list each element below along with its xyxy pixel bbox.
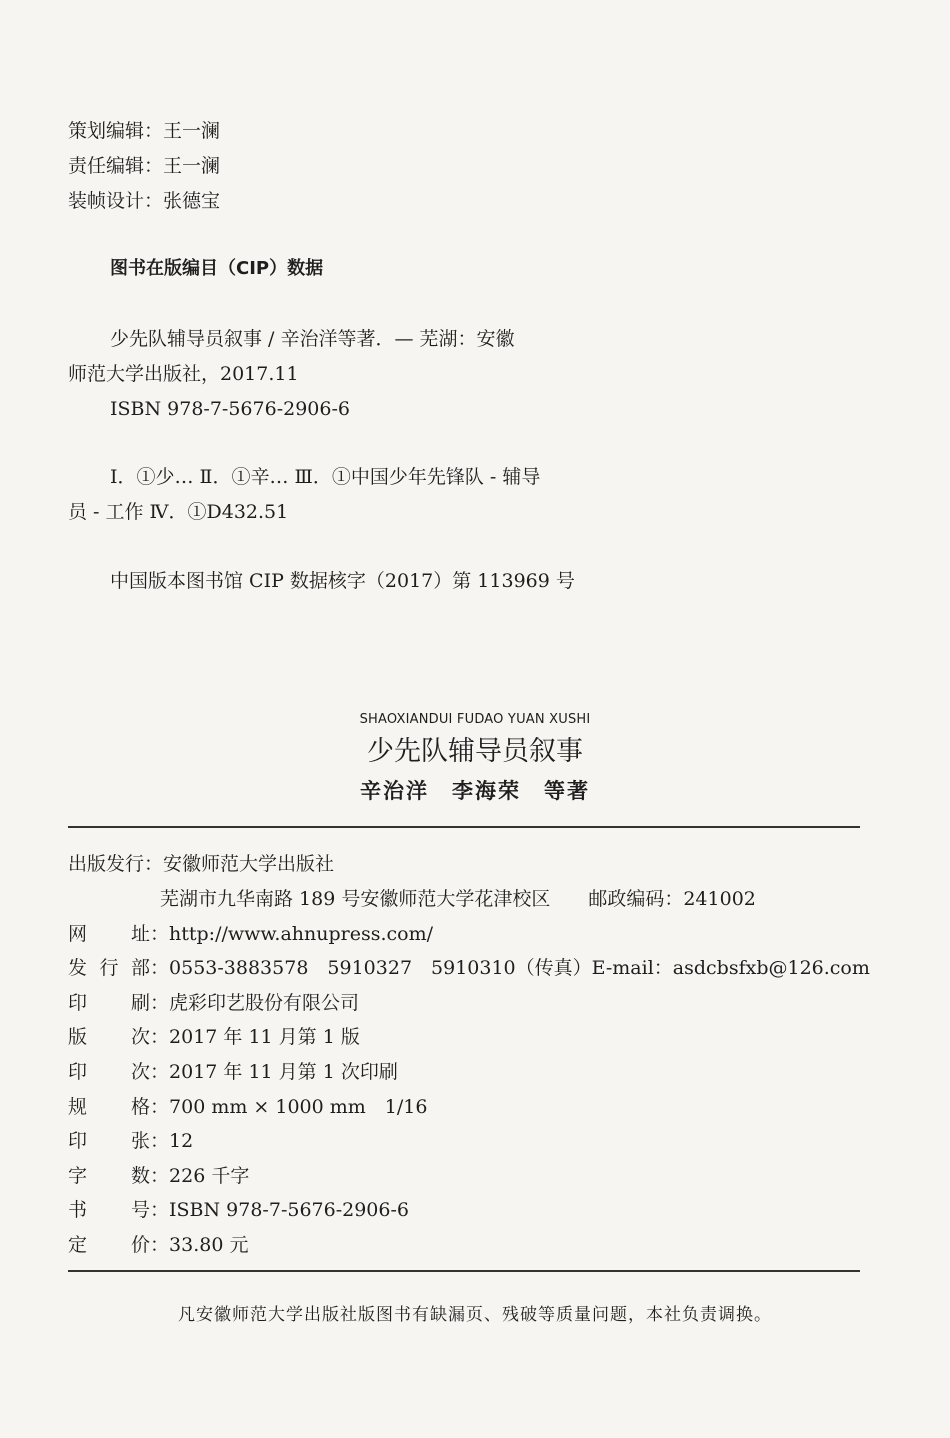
spec-label: 字数 — [68, 1165, 150, 1187]
quality-notice: 凡安徽师范大学出版社版图书有缺漏页、残破等质量问题，本社负责调换。 — [178, 1305, 772, 1325]
spec-value: ISBN 978-7-5676-2906-6 — [169, 1199, 409, 1221]
cip-isbn: ISBN 978-7-5676-2906-6 — [110, 398, 350, 420]
book-title-pinyin: SHAOXIANDUI FUDAO YUAN XUSHI — [359, 712, 591, 727]
spec-value: 33.80 元 — [169, 1234, 249, 1256]
top-divider — [68, 826, 860, 828]
spec-label: 版次 — [68, 1026, 150, 1048]
cip-classification-line-2: 员 - 工作 Ⅳ．①D432.51 — [68, 501, 289, 523]
publisher-label: 出版发行： — [68, 853, 164, 875]
spec-row-book-number: 书号：ISBN 978-7-5676-2906-6 — [68, 1199, 409, 1221]
spec-value: 700 mm × 1000 mm 1/16 — [169, 1096, 428, 1118]
book-title: 少先队辅导员叙事 — [367, 736, 583, 767]
spec-value: 2017 年 11 月第 1 版 — [169, 1026, 360, 1048]
cip-record-number: 中国版本图书馆 CIP 数据核字（2017）第 113969 号 — [110, 570, 575, 592]
spec-row-printer: 印刷：虎彩印艺股份有限公司 — [68, 992, 360, 1014]
spec-value: http://www.ahnupress.com/ — [169, 923, 434, 945]
credit-responsible-editor: 责任编辑：王一澜 — [68, 155, 221, 177]
spec-row-format: 规格：700 mm × 1000 mm 1/16 — [68, 1096, 428, 1118]
spec-row-edition: 版次：2017 年 11 月第 1 版 — [68, 1026, 360, 1048]
spec-row-word-count: 字数：226 千字 — [68, 1165, 250, 1187]
spec-value: 0553-3883578 5910327 5910310（传真）E-mail：asdcbsfxb@126.com — [169, 957, 870, 979]
book-authors: 辛治洋 李海荣 等著 — [360, 778, 590, 803]
spec-value: 226 千字 — [169, 1165, 250, 1187]
spec-label: 印次 — [68, 1061, 150, 1083]
credit-planning-editor: 策划编辑：王一澜 — [68, 120, 221, 142]
cip-classification-line-1: Ⅰ．①少… Ⅱ．①辛… Ⅲ．①中国少年先锋队 - 辅导 — [110, 466, 541, 488]
cip-entry-line-1: 少先队辅导员叙事 / 辛治洋等著．— 芜湖：安徽 — [110, 328, 515, 350]
spec-value: 2017 年 11 月第 1 次印刷 — [169, 1061, 398, 1083]
publisher-row — [68, 851, 334, 877]
spec-label: 规格 — [68, 1096, 150, 1118]
bottom-divider — [68, 1270, 860, 1272]
cip-heading: 图书在版编目（CIP）数据 — [110, 258, 324, 279]
spec-row-printing: 印次：2017 年 11 月第 1 次印刷 — [68, 1061, 398, 1083]
spec-value: 虎彩印艺股份有限公司 — [169, 992, 360, 1014]
spec-label: 定价 — [68, 1234, 150, 1256]
spec-row-sheets: 印张：12 — [68, 1130, 194, 1152]
spec-row-distribution: 发行部：0553-3883578 5910327 5910310（传真）E-mail：asdcbsfxb@126.com — [68, 957, 870, 979]
spec-row-website: 网址：http://www.ahnupress.com/ — [68, 923, 434, 945]
cip-entry-line-2: 师范大学出版社，2017.11 — [68, 363, 299, 385]
spec-label: 印刷 — [68, 992, 150, 1014]
publisher-address: 芜湖市九华南路 189 号安徽师范大学花津校区 邮政编码：241002 — [160, 888, 756, 910]
spec-label: 印张 — [68, 1130, 150, 1152]
credit-design: 装帧设计：张德宝 — [68, 190, 221, 212]
spec-label: 网址 — [68, 923, 150, 945]
spec-value: 12 — [169, 1130, 194, 1152]
spec-label: 书号 — [68, 1199, 150, 1221]
publisher-name: 安徽师范大学出版社 — [163, 853, 335, 875]
spec-label: 发行部 — [68, 957, 150, 979]
spec-row-price: 定价：33.80 元 — [68, 1234, 249, 1256]
